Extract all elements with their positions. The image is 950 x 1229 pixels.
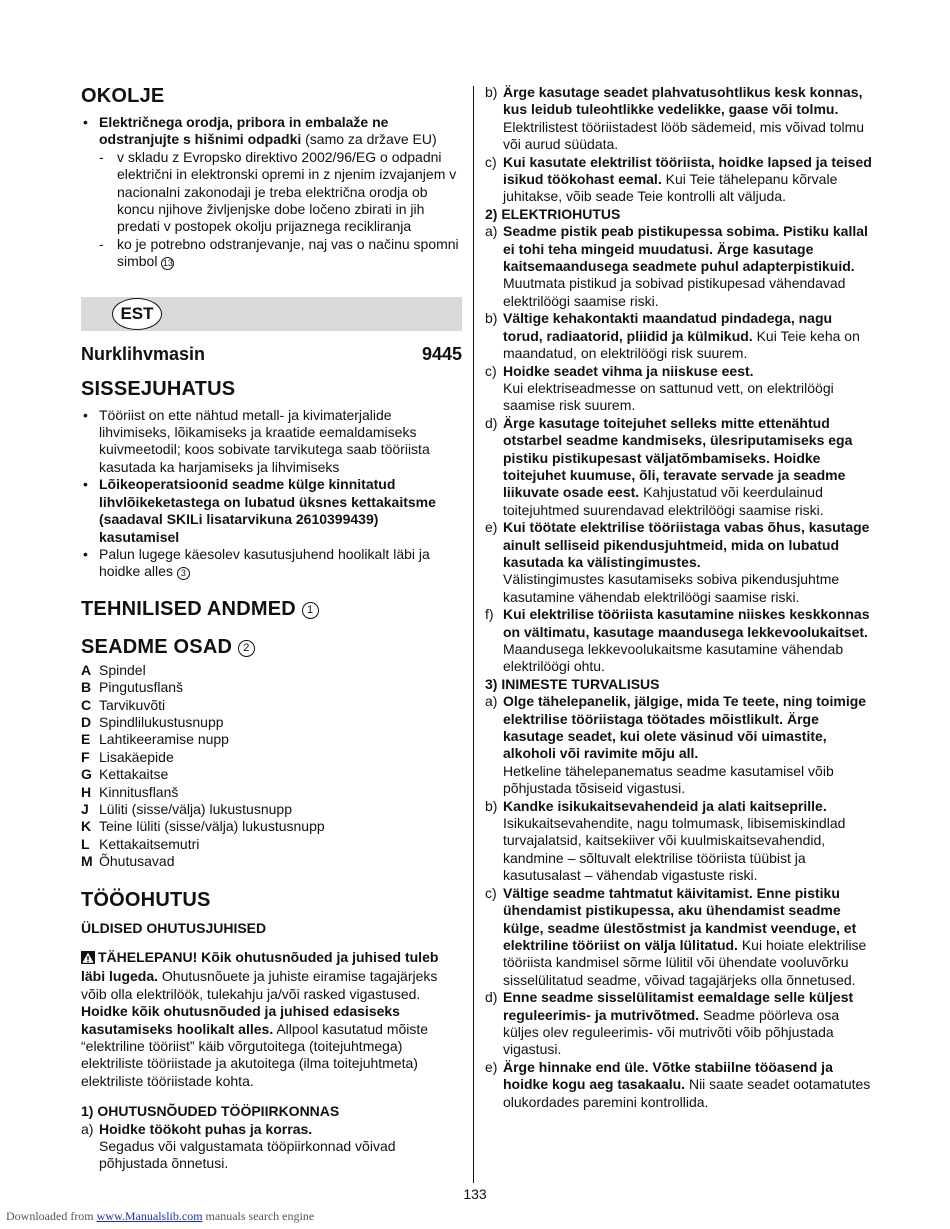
okolje-list [81, 114, 462, 271]
item-text: Elektrilistest tööriistadest lööb sädemeid, mis võivad tolmu või aurud süüdata. [503, 118, 865, 153]
part-key: J [81, 800, 89, 817]
part-key: D [81, 713, 92, 730]
list-item [81, 801, 462, 818]
item-bold: Kui kasutate elektrilist tööriista, hoidke lapsed ja teised isikud töökohast eemal. [503, 153, 872, 188]
manualslib-link[interactable]: www.Manualslib.com [96, 1209, 203, 1223]
item-marker: c) [485, 153, 497, 170]
section-2a-item [485, 223, 875, 310]
section-2b-item [485, 310, 875, 362]
symbol-3-icon: 3 [177, 567, 190, 580]
item-marker: f) [485, 606, 494, 623]
okolje-bullet-bold: Električnega orodja, pribora in embalaže ne odstranjujte s hišnimi odpadki [99, 114, 389, 148]
list-item [81, 784, 462, 801]
list-item [81, 714, 462, 731]
est-badge: EST [112, 298, 162, 330]
part-value: Spindel [99, 661, 146, 678]
section-3b-item [485, 798, 875, 885]
item-marker: b) [485, 310, 498, 327]
list-item [81, 679, 462, 696]
symbol-2-icon: 2 [238, 640, 255, 657]
section-1b-item [485, 84, 875, 154]
right-column [485, 84, 875, 1111]
part-value: Lisakäepide [99, 748, 174, 765]
section-2d-item [485, 415, 875, 519]
product-name: Nurklihvmasin [81, 343, 206, 364]
warning-paragraph [81, 949, 462, 1090]
item-marker: b) [485, 84, 498, 100]
okolje-dash-2 [99, 236, 462, 271]
item-bold: Olge tähelepanelik, jälgige, mida Te teete, ning toimige elektrilise tööriistaga töötades mõistlikult. Ärge kasutage seadet, kui olete väsinud või uimastite, alkoholi või ravimite mõju all. [503, 693, 867, 762]
item-bold: Kandke isikukaitsevahendeid ja alati kaitseprille. [503, 797, 827, 814]
item-marker: a) [485, 223, 498, 240]
list-item [81, 662, 462, 679]
okolje-dash-2-text: ko je potrebno odstranjevanje, naj vas o načinu spomni simbol [117, 235, 459, 270]
okolje-dash-1: - v skladu z Evropsko direktivo 2002/96/EG o odpadni električni in elektronski opremi in z njenim izvajanjem v nacionalni zakonodaji je treba električna orodja ob koncu njihove življenjske dobe ločeno zbirati in jih predati v postopek okolju prijaznega recikliranja [99, 149, 462, 236]
item-text: Kui Teie keha on maandatud, on elektrilöögi risk suurem. [503, 327, 860, 362]
section-2-list [485, 223, 875, 676]
item-text: Seadme pöörleva osa küljes olev reguleerimis- või mutrivõti võib põhjustada vigastusi. [503, 1006, 840, 1058]
item-text: Isikukaitsevahendite, nagu tolmumask, libisemiskindlad turvajalatsid, kaitsekiiver või kuulmiskaitsevahendid, kandmine – sõltuvalt elektrilise tööriista tüübist ja kasutusalast – vähendab vigastuste riski. [503, 815, 846, 884]
sissejuhatus-bullet-3-text: Palun lugege käesolev kasutusjuhend hoolikalt läbi ja hoidke alles [99, 545, 430, 580]
item-bold: Ärge hinnake end üle. Võtke stabiilne tööasend ja hoidke kogu aeg tasakaalu. [503, 1058, 833, 1093]
symbol-13-icon: 13 [162, 258, 173, 269]
left-column [81, 84, 462, 1173]
section-3c-item [485, 885, 875, 989]
section-3-title: 3) INIMESTE TURVALISUS [485, 675, 660, 692]
part-key: C [81, 696, 92, 713]
list-item [81, 766, 462, 783]
part-key: L [81, 835, 90, 852]
item-marker: c) [485, 362, 497, 379]
item-text: Muutmata pistikud ja sobivad pistikupesad vähendavad elektrilöögi saamise riski. [503, 275, 846, 309]
product-title-row [81, 343, 462, 365]
list-item [81, 697, 462, 714]
tooohutus-subtitle: ÜLDISED OHUTUSJUHISED [81, 919, 267, 936]
item-marker: b) [485, 797, 498, 814]
product-number: 9445 [421, 343, 462, 364]
item-text: Nii saate seadet ootamatutes olukordades paremini kontrollida. [503, 1076, 871, 1110]
page-number: 133 [463, 1186, 487, 1202]
part-key: F [81, 748, 90, 765]
section-1a-item [81, 1121, 462, 1173]
list-item [81, 836, 462, 853]
column-divider [473, 86, 474, 1183]
osad-heading [81, 635, 462, 659]
item-bold: Kui elektrilise tööriista kasutamine niiskes keskkonnas on vältimatu, kasutage maandusega lekkevoolukaitset. [503, 606, 870, 640]
download-suffix: manuals search engine [202, 1209, 315, 1223]
part-value: Pingutusflanš [99, 679, 184, 696]
part-value: Tarvikuvõti [99, 696, 166, 713]
item-bold: Ärge kasutage toitejuhet selleks mitte ettenähtud otstarbel seadme kandmiseks, ülesriputamiseks ega pistiku pistikupesast väljatõmbamiseks. Hoidke toitejuhet kuumuse, õli, teravate servade ja seadme liikuvate osade eest. [503, 414, 853, 501]
download-footer [6, 1209, 314, 1224]
part-key: H [81, 783, 92, 800]
okolje-bullet [81, 114, 462, 271]
item-marker: e) [485, 519, 498, 536]
part-key: K [81, 818, 92, 835]
sissejuhatus-bullet-2-bold: Lõikeoperatsioonid seadme külge kinnitatud lihvlõikeketastega on lubatud üksnes kettakaitsme (saadaval SKILi lisatarvikuna 2610399439) kasutamisel [99, 476, 436, 545]
part-value: Kettakaitse [99, 766, 169, 783]
item-text: Välistingimustes kasutamiseks sobiva pikendusjuhtme kasutamine vähendab elektrilöögi saamise riski. [503, 571, 840, 605]
item-text: Kui Teie tähelepanu kõrvale juhitakse, võib seade Teie kontrolli alt väljuda. [503, 171, 838, 205]
item-bold: Seadme pistik peab pistikupessa sobima. Pistiku kallal ei tohi teha mingeid muudatusi. Ärge kasutage kaitsemaandusega seadmete puhul adapterpistikuid. [503, 223, 868, 275]
part-key: A [81, 661, 92, 678]
language-band [81, 297, 462, 331]
list-item [81, 818, 462, 835]
warning-text-2: Allpool kasutatud mõiste “elektriline tööriist” käib võrgutoitega (toitejuhtmega) elektriliste tööriistade ja akutoitega (ilma toitejuhtmeta) elektriliste tööriistade kohta. [81, 1020, 429, 1089]
item-text: Hetkeline tähelepanematus seadme kasutamisel võib põhjustada tõsiseid vigastusi. [503, 762, 834, 797]
item-text: Kui hoiate elektrilise tööriista kandmisel sõrme lülitil või ühendate vooluvõrku sisselülitatud seadme, võivad tagajärjeks olla õnnetused. [503, 936, 867, 988]
download-prefix: Downloaded from [6, 1209, 97, 1223]
item-text: Kui elektriseadmesse on sattunud vett, on elektrilöögi saamise risk suurem. [503, 379, 834, 414]
okolje-bullet-rest: (samo za države EU) [301, 131, 437, 148]
warning-bold-2: Hoidke kõik ohutusnõuded ja juhised edasiseks kasutamiseks hoolikalt alles. [81, 1003, 400, 1037]
section-1c-item [485, 154, 875, 206]
item-text: Maandusega lekkevoolukaitsme kasutamine vähendab elektrilöögi ohtu. [503, 641, 844, 675]
section-3d-item [485, 989, 875, 1059]
okolje-dash-list [99, 149, 462, 271]
section-2e-item [485, 519, 875, 606]
section-1-list-left [81, 1121, 462, 1173]
warning-triangle-icon [81, 951, 95, 968]
item-text: Kahjustatud või keerdulainud toitejuhtmed suurendavad elektrilöögi saamise riski. [503, 484, 824, 518]
section-1-list-right [485, 84, 875, 206]
part-value: Kinnitusflanš [99, 783, 179, 800]
okolje-heading: OKOLJE [81, 85, 165, 107]
section-1-title: 1) OHUTUSNÕUDED TÖÖPIIRKONNAS [81, 1103, 340, 1120]
item-bold: Vältige seadme tahtmatut käivitamist. Enne pistiku ühendamist pistikupessa, aku ühendamist seadme külge, seadme ülestõstmist ja kandmist veenduge, et elektriline tööriist on välja lülitatud. [503, 884, 857, 953]
part-value: Spindlilukustusnupp [99, 713, 224, 730]
part-value: Lahtikeeramise nupp [99, 731, 229, 748]
section-3e-item [485, 1059, 875, 1111]
section-2f-item [485, 606, 875, 676]
item-marker: d) [485, 414, 498, 431]
item-bold: Vältige kehakontakti maandatud pindadega, nagu torud, radiaatorid, pliidid ja külmikud. [503, 310, 833, 344]
list-item [81, 749, 462, 766]
osad-title: SEADME OSAD [81, 635, 233, 658]
part-key: B [81, 679, 92, 696]
part-value: Õhutusavad [99, 853, 175, 870]
sissejuhatus-bullet-2 [81, 476, 462, 546]
part-key: M [81, 853, 93, 870]
warning-bold-1: TÄHELEPANU! Kõik ohutusnõuded ja juhised tuleb läbi lugeda. [81, 949, 439, 985]
list-item [81, 853, 462, 870]
item-marker: e) [485, 1058, 498, 1075]
item-bold: Ärge kasutage seadet plahvatusohtlikus kesk konnas, kus leidub tuleohtlikke vedelikke, gaase või tolmu. [503, 84, 863, 118]
section-2-title: 2) ELEKTRIOHUTUS [485, 205, 621, 222]
tehnilised-heading [81, 597, 462, 621]
sissejuhatus-heading: SISSEJUHATUS [81, 377, 236, 400]
item-bold: Hoidke seadet vihma ja niiskuse eest. [503, 362, 754, 379]
part-key: G [81, 766, 92, 783]
item-marker: d) [485, 989, 498, 1006]
section-3a-item [485, 693, 875, 797]
sissejuhatus-list [81, 407, 462, 581]
part-value: Kettakaitsemutri [99, 835, 200, 852]
item-bold: Hoidke töökoht puhas ja korras. [99, 1120, 313, 1137]
parts-list [81, 662, 462, 871]
item-marker: a) [81, 1120, 94, 1137]
sissejuhatus-bullet-3 [81, 546, 462, 581]
list-item [81, 731, 462, 748]
section-3-list [485, 693, 875, 1111]
sissejuhatus-bullet-1: • Tööriist on ette nähtud metall- ja kivimaterjalide lihvimiseks, lõikamiseks ja kraatide eemaldamiseks kuivmeetodil; koos sobivate tarvikutega saab tööriista kasutada ka harjamiseks ja lihvimiseks [81, 407, 462, 477]
warning-text-1: Ohutusnõuete ja juhiste eiramise tagajärjeks võib olla elektrilöök, tulekahju ja/või rasked vigastused. [81, 968, 438, 1002]
section-2c-item [485, 363, 875, 415]
part-key: E [81, 731, 91, 748]
tooohutus-heading: TÖÖOHUTUS [81, 888, 211, 911]
item-bold: Enne seadme sisselülitamist eemaldage selle küljest reguleerimis- ja mutrivõtmed. [503, 989, 854, 1023]
tehnilised-title: TEHNILISED ANDMED [81, 597, 296, 620]
symbol-1-icon: 1 [302, 602, 319, 619]
item-marker: a) [485, 693, 498, 710]
item-bold: Kui töötate elektrilise tööriistaga vabas õhus, kasutage ainult selliseid pikendusjuhtmeid, mida on lubatud kasutada ka välistingimustes. [503, 519, 870, 570]
item-marker: c) [485, 884, 497, 901]
part-value: Teine lüliti (sisse/välja) lukustusnupp [99, 818, 325, 835]
part-value: Lüliti (sisse/välja) lukustusnupp [99, 800, 292, 817]
item-text: Segadus või valgustamata tööpiirkonnad võivad põhjustada õnnetusi. [99, 1138, 396, 1172]
